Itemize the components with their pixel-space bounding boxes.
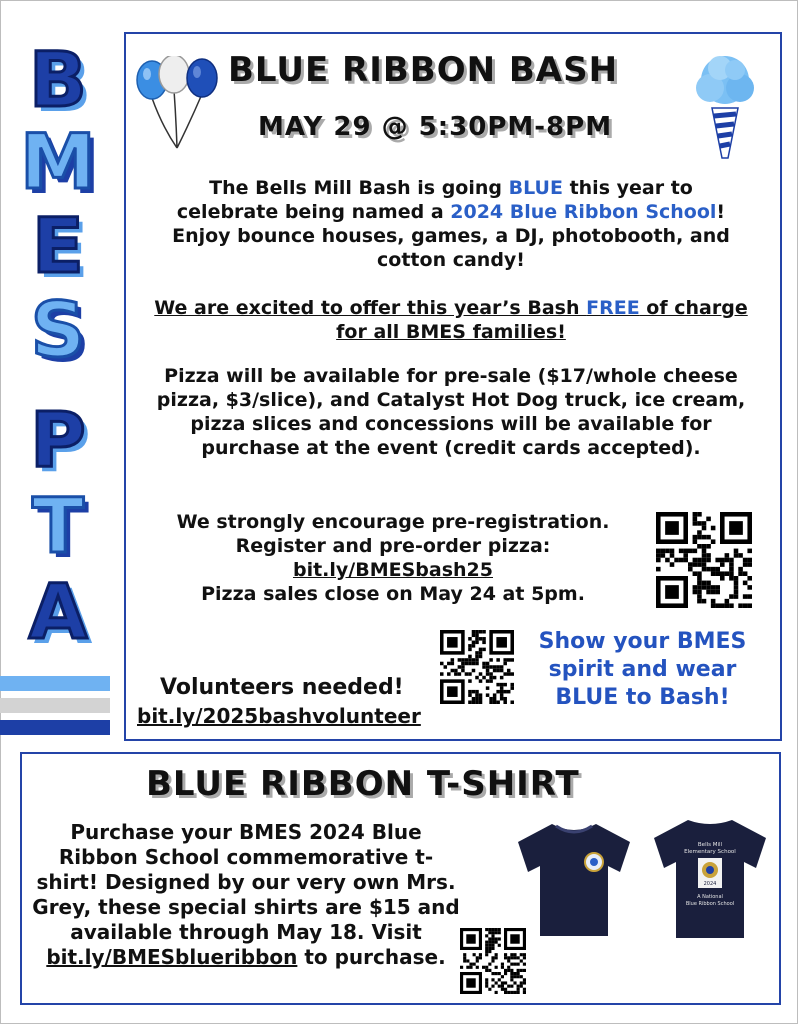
back-line-3: A National [697,894,723,900]
registration-qr-code[interactable] [656,512,752,608]
bash-title: BLUE RIBBON BASH [228,50,619,90]
back-line-4: Blue Ribbon School [685,901,735,907]
tshirt-title: BLUE RIBBON T-SHIRT [146,764,580,804]
side-letter-e: E [32,201,84,290]
tshirt-link[interactable]: bit.ly/BMESblueribbon [46,945,298,969]
side-letter-t: T [32,481,84,570]
bash-intro [158,176,744,272]
volunteers-heading: Volunteers needed! [160,675,404,700]
back-line-2: Elementary School [684,849,736,855]
tshirt-back-image [648,816,772,940]
stripe-light [0,676,110,691]
tshirt-text-1: Purchase your BMES 2024 Blue Ribbon School commemorative t-shirt! Designed by our very own Mrs. Grey, these special shirts are $15 and available through May 18. Visit [32,820,460,944]
balloons-icon [132,56,227,156]
free-notice [148,296,754,344]
back-line-1: Bells Mill [697,842,723,848]
free-text-1: We are excited to offer this year’s Bash [154,297,587,319]
side-letter-m: M [20,117,96,206]
intro-blue-1: BLUE [508,177,563,199]
side-letter-b: B [29,35,87,124]
volunteer-qr-code[interactable] [440,630,514,704]
reg-line-2: Register and pre-order pizza: [235,535,551,557]
intro-text-3: ! Enjoy bounce houses, games, a DJ, photobooth, and cotton candy! [172,201,730,271]
bash-date: MAY 29 @ 5:30PM-8PM [258,112,613,142]
side-letter-s: S [30,285,86,374]
tshirt-text-2: to purchase. [297,945,446,969]
tshirt-description [30,820,462,970]
reg-line-1: We strongly encourage pre-registration. [176,511,610,533]
tshirt-front-image [512,820,636,938]
pizza-info: Pizza will be available for pre-sale ($17/whole cheese pizza, $3/slice), and Catalyst Hot Dog truck, ice cream, pizza slices and concessions will be available for purchase at the event (credit cards accepted). [156,365,746,459]
stripe-grey [0,698,110,713]
registration-link[interactable]: bit.ly/BMESbash25 [292,559,493,581]
side-letter-a: A [28,567,88,656]
free-blue: FREE [586,297,640,319]
free-text-2: of charge for all BMES families! [336,297,748,343]
cotton-candy-icon [690,50,760,162]
intro-blue-2: 2024 Blue Ribbon School [450,201,717,223]
intro-text-1: The Bells Mill Bash is going [209,177,509,199]
intro-text-2: this year to celebrate being named a [176,177,693,223]
stripe-dark [0,720,110,735]
back-year: 2024 [703,881,717,887]
volunteer-link[interactable]: bit.ly/2025bashvolunteer [137,704,421,728]
side-letter-p: P [30,395,86,484]
spirit-message: Show your BMES spirit and wear BLUE to Bash! [538,629,747,710]
registration-info [134,510,652,606]
reg-line-3: Pizza sales close on May 24 at 5pm. [201,583,585,605]
